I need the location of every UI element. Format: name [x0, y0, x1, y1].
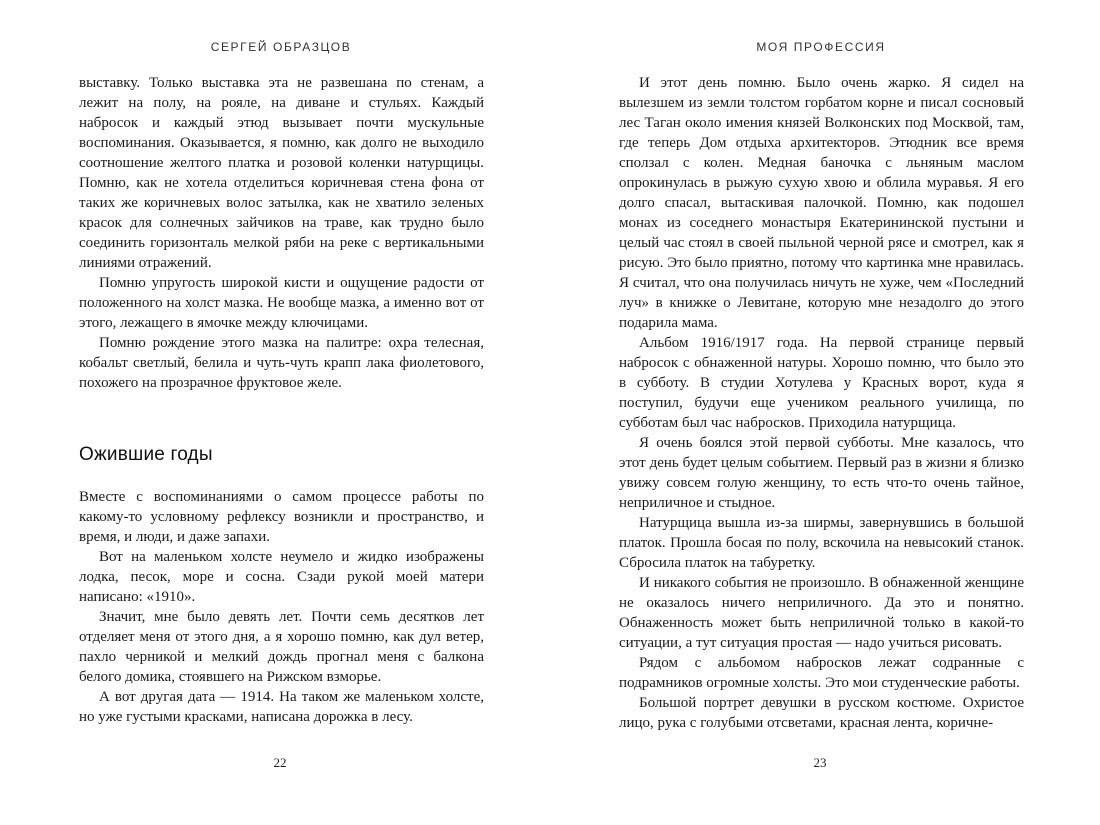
- body-text-bottom: [79, 487, 484, 727]
- paragraph: Вот на маленьком холсте неумело и жидко изображены лодка, песок, море и сосна. Сзади рукой моей матери написано: «1910».: [79, 549, 484, 605]
- body-text: [619, 73, 1024, 733]
- running-head-author: СЕРГЕЙ ОБРАЗЦОВ: [210, 40, 352, 54]
- paragraph: Рядом с альбомом набросков лежат содранные с подрамников огромные холсты. Это мои студенческие работы.: [619, 655, 1024, 691]
- paragraph: Вместе с воспоминаниями о самом процессе работы по какому-то условному рефлексу возникли и пространство, и время, и люди, и даже запахи.: [79, 489, 484, 545]
- paragraph: Я очень боялся этой первой субботы. Мне казалось, что этот день будет целым событием. Первый раз в жизни я близко увижу совсем голую женщину, то есть что-то очень тайное, неприличное и стыдное.: [619, 435, 1024, 511]
- right-page: [550, 0, 1100, 825]
- paragraph: И никакого события не произошло. В обнаженной женщине не оказалось ничего неприличного. Да это и понятно. Обнаженность может быть неприличной только в какой-то ситуации, а тут ситуация простая — надо учиться рисовать.: [619, 575, 1024, 651]
- paragraph: Альбом 1916/1917 года. На первой странице первый набросок с обнаженной натуры. Хорошо помню, что было это в субботу. В студии Хотулева у Красных ворот, куда я поступил, будучи еще учеником реального училища, по субботам был час набросков. Приходила натурщица.: [619, 335, 1024, 431]
- body-text-top: [79, 73, 484, 393]
- page-number: 23: [813, 755, 827, 770]
- paragraph: Помню рождение этого мазка на палитре: охра телесная, кобальт светлый, белила и чуть-чуть крапп лака фиолетового, похожего на прозрачное фруктовое желе.: [79, 335, 484, 391]
- paragraph: Натурщица вышла из-за ширмы, завернувшись в большой платок. Прошла босая по полу, вскочила на невысокий станок. Сбросила платок на табуретку.: [619, 515, 1024, 571]
- paragraph: Большой портрет девушки в русском костюме. Охристое лицо, рука с голубыми отсветами, красная лента, коричне-: [619, 695, 1024, 731]
- section-heading: Ожившие годы: [79, 444, 213, 465]
- running-head-title: МОЯ ПРОФЕССИЯ: [756, 40, 886, 54]
- page-number: 22: [273, 755, 287, 770]
- paragraph: Помню упругость широкой кисти и ощущение радости от положенного на холст мазка. Не вообще мазка, а именно вот от этого, лежащего в ямочке между ключицами.: [79, 275, 484, 331]
- paragraph: И этот день помню. Было очень жарко. Я сидел на вылезшем из земли толстом горбатом корне и писал сосновый лес Таган около имения князей Волконских под Москвой, там, где теперь Дом отдыха архитекторов. Этюдник все время сползал с колен. Медная баночка с льняным маслом опрокинулась в рыжую сухую хвою и облила муравья. Я его долго спасал, вытаскивая палочкой. Помню, как подошел монах из соседнего монастыря Екатерининской пустыни и целый час стоял в своей пыльной черной рясе и смотрел, как я рисую. Это было приятно, потому что картинка мне нравилась. Я считал, что она получилась ничуть не хуже, чем «Последний луч» в книжке о Левитане, которую мне незадолго до этого подарила мама.: [619, 75, 1024, 331]
- paragraph: Значит, мне было девять лет. Почти семь десятков лет отделяет меня от этого дня, а я хорошо помню, как дул ветер, пахло черникой и мелкий дождь прогнал меня с балкона белого домика, стоявшего на Рижском взморье.: [79, 609, 484, 685]
- paragraph: А вот другая дата — 1914. На таком же маленьком холсте, но уже густыми красками, написана дорожка в лесу.: [79, 689, 484, 725]
- paragraph: выставку. Только выставка эта не развешана по стенам, а лежит на полу, на рояле, на диване и стульях. Каждый набросок и каждый этюд вызывает почти мускульные воспоминания. Оказывается, я помню, как долго не выходило соотношение желтого платка и розовой коленки натурщицы. Помню, как не хотела отделиться коричневая стена фона от таких же коричневых волос затылка, как не хватило зеленых красок для солнечных зайчиков на траве, как трудно было соединить горизонталь мелкой ряби на реке с вертикальными линиями отражений.: [79, 75, 484, 271]
